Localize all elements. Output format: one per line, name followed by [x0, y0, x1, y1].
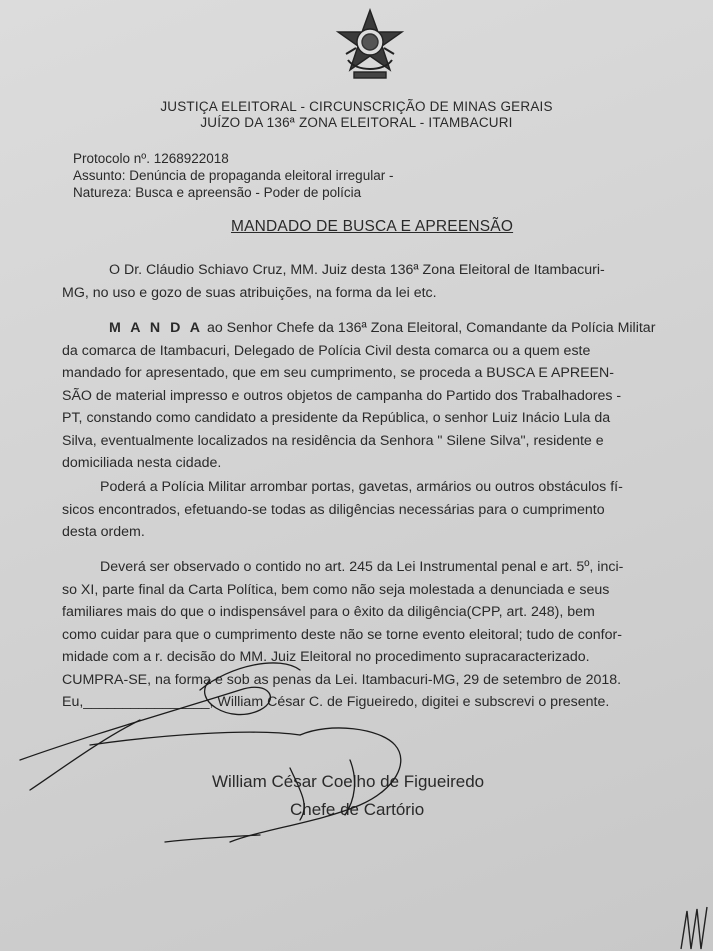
paragraph-4 [62, 556, 674, 714]
text-line: Silva, eventualmente localizados na residência da Senhora " Silene Silva", residente e [62, 432, 604, 449]
text-line: familiares mais do que o indispensável para o êxito da diligência(CPP, art. 248), bem [62, 604, 595, 620]
header-line-1: JUSTIÇA ELEITORAL - CIRCUNSCRIÇÃO DE MINAS GERAIS [160, 99, 553, 114]
subject-line: Assunto: Denúncia de propaganda eleitoral irregular - [73, 168, 394, 183]
coat-of-arms-seal [334, 8, 406, 84]
text-line: domiciliada nesta cidade. [62, 455, 222, 471]
header-line-2: JUÍZO DA 136ª ZONA ELEITORAL - ITAMBACURI [200, 115, 513, 130]
text-line [62, 317, 674, 340]
text-line: Poderá a Polícia Militar arrombar portas, gavetas, armários ou outros obstáculos fí- [100, 479, 623, 495]
text-line: Deverá ser observado o contido no art. 245 da Lei Instrumental penal e art. 5º, inci- [100, 559, 624, 575]
text-line: SÃO de material impresso e outros objetos de campanha do Partido dos Trabalhadores - [62, 387, 622, 404]
text-line: desta ordem. [62, 524, 145, 540]
signatory-name: William César Coelho de Figueiredo [212, 772, 485, 791]
signatory-role: Chefe de Cartório [290, 800, 425, 819]
text-line: CUMPRA-SE, na forma e sob as penas da Lei. Itambacuri-MG, 29 de setembro de 2018. [62, 671, 622, 688]
manda-keyword: M A N D A [109, 320, 203, 336]
nature-line: Natureza: Busca e apreensão - Poder de polícia [73, 185, 362, 200]
paragraph-3 [62, 476, 674, 544]
protocol-number: Protocolo nº. 1268922018 [73, 151, 229, 166]
text-fragment: ao Senhor Chefe da 136ª Zona Eleitoral, Comandante da Polícia Militar [203, 320, 656, 336]
document-title: MANDADO DE BUSCA E APREENSÃO [231, 218, 514, 235]
text-line: sicos encontrados, efetuando-se todas as diligências necessárias para o cumprimento [62, 501, 605, 518]
corner-scribble [673, 891, 713, 951]
text-line: mandado for apresentado, que em seu cumprimento, se proceda a BUSCA E APREEN- [62, 365, 615, 381]
paragraph-1 [62, 259, 674, 304]
text-line: PT, constando como candidato a presidente da República, o senhor Luiz Inácio Lula da [62, 410, 611, 426]
text-line: midade com a r. decisão do MM. Juiz Eleitoral no procedimento supracaracterizado. [62, 649, 590, 665]
text-line: MG, no uso e gozo de suas atribuições, na forma da lei etc. [62, 284, 437, 301]
text-line: como cuidar para que o cumprimento deste não se torne evento eleitoral; tudo de confor- [62, 626, 622, 643]
paragraph-2 [62, 317, 674, 475]
text-line: da comarca de Itambacuri, Delegado de Polícia Civil desta comarca ou a quem este [62, 342, 591, 359]
text-line: O Dr. Cláudio Schiavo Cruz, MM. Juiz desta 136ª Zona Eleitoral de Itambacuri- [109, 262, 605, 278]
text-line: Eu,________________, William César C. de Figueiredo, digitei e subscrevi o presente. [62, 694, 610, 710]
text-line: so XI, parte final da Carta Política, bem como não seja molestada a denunciada e seus [62, 581, 610, 598]
